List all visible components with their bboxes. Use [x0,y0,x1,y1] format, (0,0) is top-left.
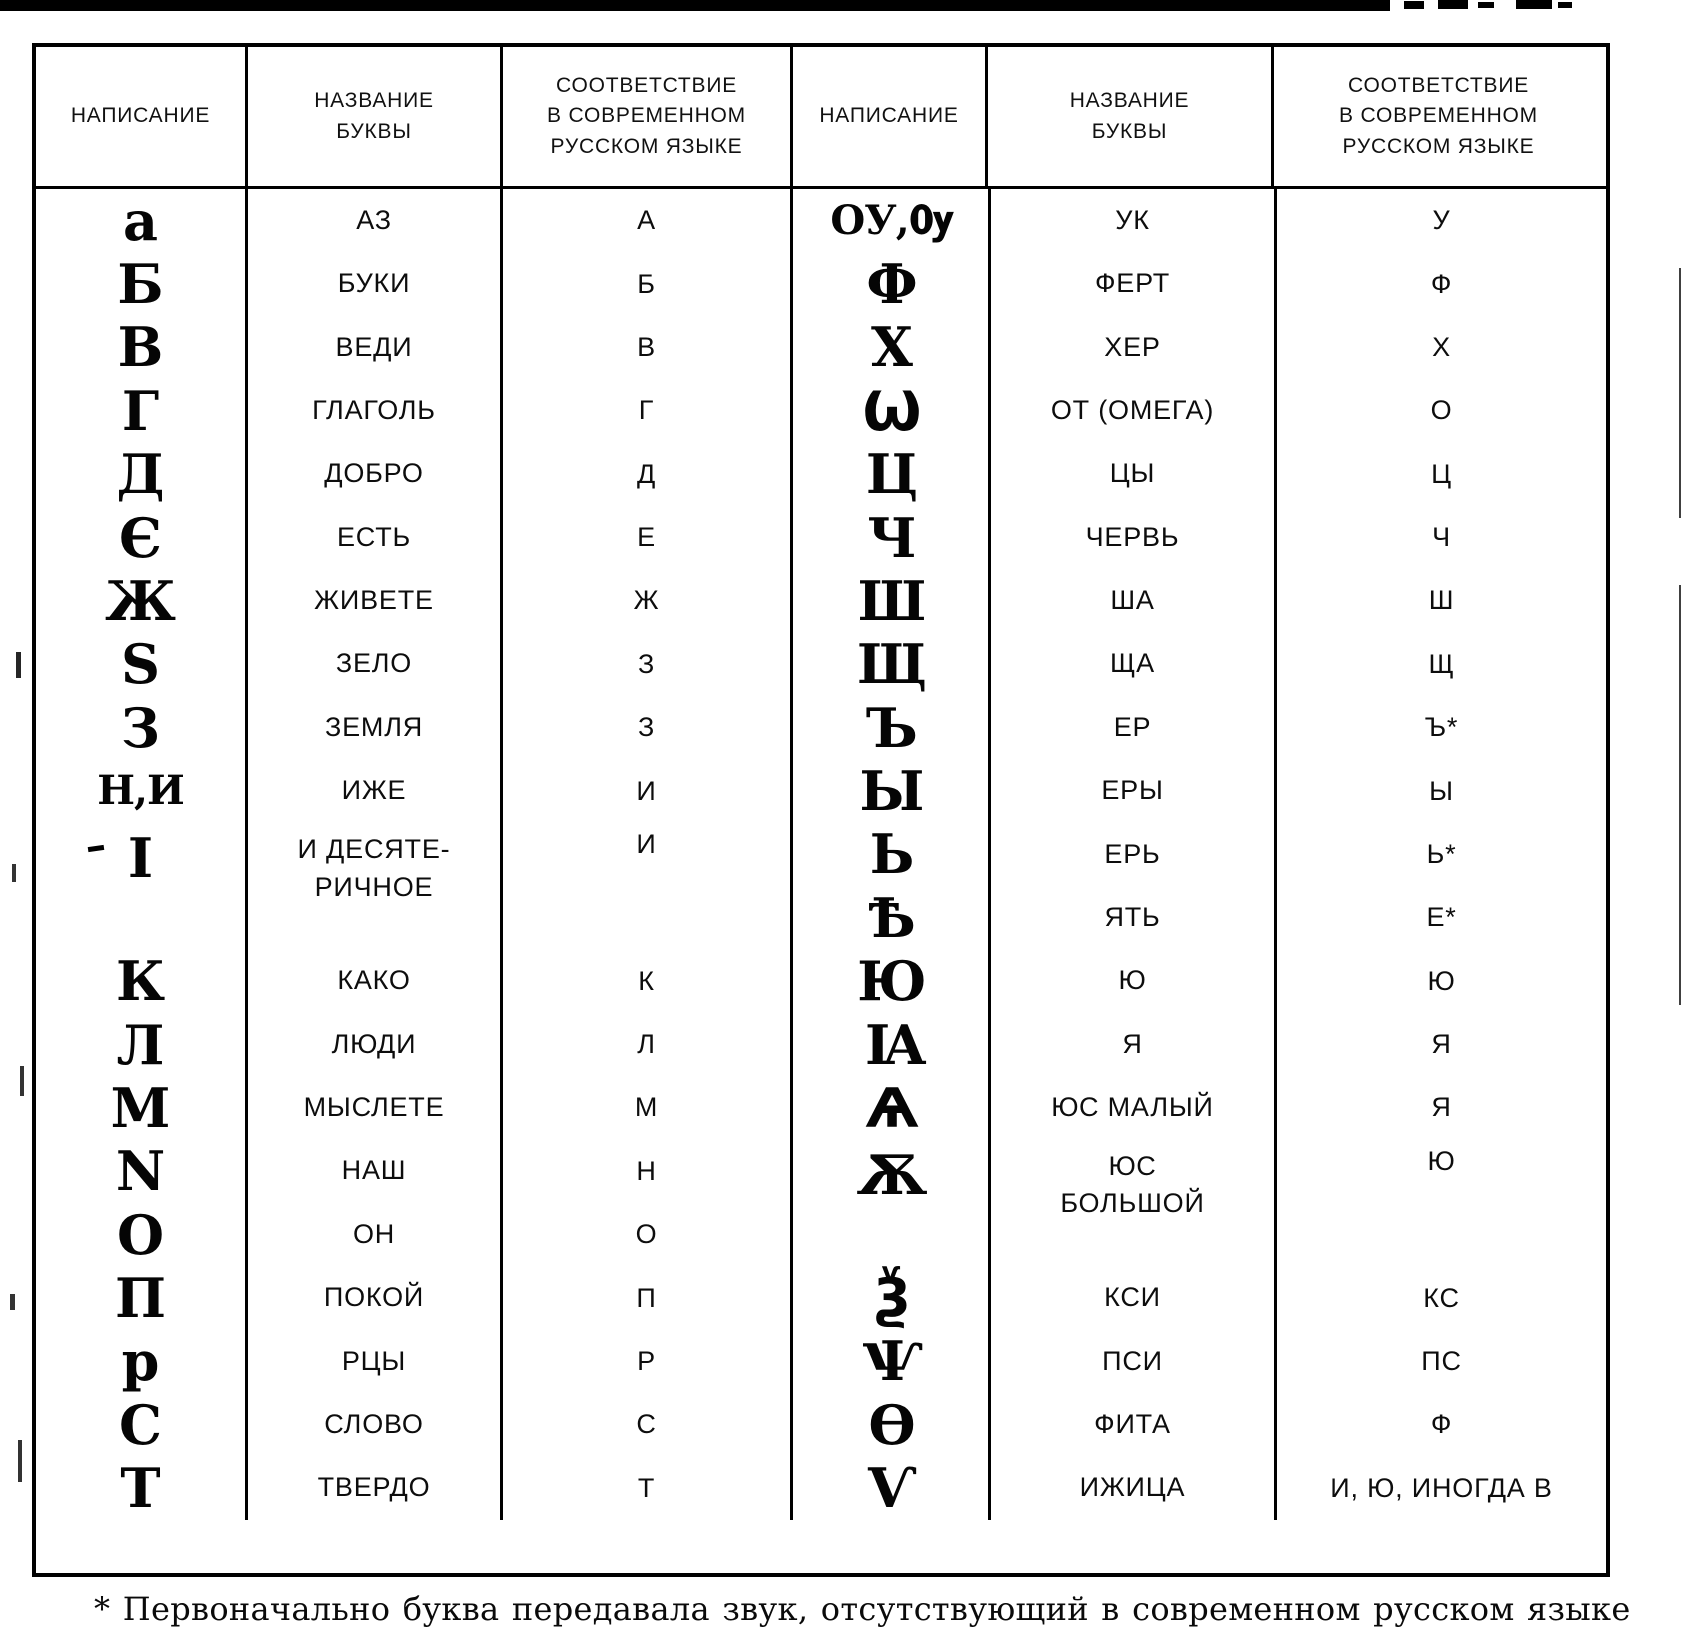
header-line: СООТВЕТСТВИЕ [1347,73,1530,97]
modern-equivalent-text: М [634,1092,659,1123]
glyph-cell: Щ [796,633,991,696]
letter-name-cell [991,1266,1277,1329]
modern-equivalent-text: О [635,1219,658,1250]
glyph-cell: р [36,1330,248,1393]
letter-name-text: БУКИ [337,268,411,299]
letter-name-text: ЕРЬ [1104,838,1161,869]
modern-equivalent-text: Ъ* [1424,712,1459,743]
modern-equivalent-text: Д [636,458,657,489]
glyph-cell: Т [36,1457,248,1520]
letter-name-text: МЫСЛЕТЕ [303,1092,445,1123]
table-row [36,696,796,759]
letter-name-text: КАКО [337,965,411,996]
glyph-cell: Ѫ [796,1140,991,1267]
table-row [36,1457,796,1520]
modern-equivalent-cell [1277,1393,1606,1456]
modern-equivalent-text: Ы [1429,775,1454,806]
modern-equivalent-text: Л [637,1029,656,1060]
letter-name-text: ЖИВЕТЕ [314,585,434,616]
modern-equivalent-text: З [637,712,656,743]
glyph-cell: N [36,1140,248,1203]
table-row [796,1076,1606,1139]
modern-equivalent-text: КС [1423,1282,1460,1313]
header-line: В СОВРЕМЕННОМ [1339,104,1538,128]
glyph-cell: Ѯ [796,1266,991,1329]
table-row [36,1203,796,1266]
modern-equivalent-text: Ф [1430,268,1453,299]
header-cell-1 [36,47,248,186]
glyph-cell: Ѵ [796,1457,991,1520]
table-row [796,1140,1606,1267]
scan-artifact-speck [10,1294,15,1310]
letter-name-text: РЦЫ [341,1345,407,1376]
letter-name-text: ФИТА [1094,1408,1171,1439]
glyph-cell: Д [36,443,248,506]
glyph-cell: Ѱ [796,1330,991,1393]
table-row [796,1013,1606,1076]
table-row [796,316,1606,379]
table-row [36,1013,796,1076]
letter-name-cell [991,1330,1277,1393]
modern-equivalent-text: О [1430,395,1453,426]
header-cell-3 [503,47,793,186]
letter-name-cell [991,569,1277,632]
glyph-cell: Ш [796,569,991,632]
modern-equivalent-cell [1277,252,1606,315]
glyph-cell: І [36,823,248,950]
letter-name-cell [248,1013,503,1076]
table-row [796,1330,1606,1393]
modern-equivalent-text: Е* [1426,902,1457,933]
modern-equivalent-text: И [636,775,657,806]
modern-equivalent-cell [1277,569,1606,632]
glyph-cell: Б [36,252,248,315]
modern-equivalent-cell [1277,379,1606,442]
header-line: НАЗВАНИЕ [314,89,434,113]
modern-equivalent-cell [503,633,793,696]
letter-name-cell [991,759,1277,822]
letter-name-cell [248,316,503,379]
scan-artifact-speck [16,652,21,678]
table-row [796,379,1606,442]
modern-equivalent-text: Р [637,1345,656,1376]
letter-name-text: ЕСТЬ [336,521,412,552]
glyph-cell: Ѡ [796,379,991,442]
letter-name-text: АЗ [356,204,392,235]
letter-name-text: ИЖЕ [341,775,407,806]
letter-name-text: ЛЮДИ [331,1028,417,1059]
letter-name-cell [248,1393,503,1456]
modern-equivalent-text: И, Ю, ИНОГДА В [1330,1472,1553,1503]
modern-equivalent-text: Н [636,1155,657,1186]
glyph-cell: Ы [796,759,991,822]
glyph-cell: Ю [796,950,991,1013]
modern-equivalent-text: Ч [1432,522,1451,553]
modern-equivalent-text: К [638,965,655,996]
table-row [36,569,796,632]
glyph-cell: С [36,1393,248,1456]
modern-equivalent-cell [503,1393,793,1456]
letter-name-text: ДОБРО [324,458,424,489]
scan-artifact-speck [12,864,16,882]
header-line: БУКВЫ [1091,119,1168,143]
modern-equivalent-cell [503,759,793,822]
letter-name-text: СЛОВО [324,1408,424,1439]
header-line: РУССКОМ ЯЗЫКЕ [550,134,743,158]
table-row [796,569,1606,632]
letter-name-text: ША [1110,585,1155,616]
glyph-cell: О [36,1203,248,1266]
modern-equivalent-cell [1277,189,1606,252]
letter-name-text: ЕРЫ [1101,775,1164,806]
glyph-cell: Є [36,506,248,569]
glyph-cell: К [36,950,248,1013]
modern-equivalent-cell [1277,1266,1606,1329]
modern-equivalent-text: Б [637,268,656,299]
modern-equivalent-text: Ц [1431,458,1452,489]
glyph-cell: З [36,696,248,759]
modern-equivalent-cell [503,1140,793,1203]
glyph-cell: Н,И [36,759,248,822]
letter-name-cell [991,252,1277,315]
modern-equivalent-text: Ь* [1426,838,1457,869]
modern-equivalent-text: С [636,1409,657,1440]
modern-equivalent-text: И [636,828,657,859]
table-row [796,759,1606,822]
table-row [36,379,796,442]
letter-name-cell [248,189,503,252]
modern-equivalent-text: Ж [633,585,660,616]
letter-name-text: ЦЫ [1109,458,1156,489]
modern-equivalent-text: У [1432,205,1451,236]
modern-equivalent-cell [503,1203,793,1266]
modern-equivalent-text: Х [1432,331,1451,362]
modern-equivalent-cell [1277,1140,1606,1267]
modern-equivalent-cell [1277,886,1606,949]
table-row [796,1457,1606,1520]
modern-equivalent-cell [503,1330,793,1393]
table-row [796,506,1606,569]
letter-name-text: ПОКОЙ [323,1282,425,1313]
letter-name-cell [248,506,503,569]
letter-name-text: НАШ [341,1155,407,1186]
letter-name-text: ЮС МАЛЫЙ [1051,1092,1214,1123]
table-row [796,886,1606,949]
table-row [796,823,1606,886]
letter-name-text: ЗЕМЛЯ [324,711,424,742]
letter-name-text: ОН [352,1218,396,1249]
letter-name-text: ПСИ [1102,1345,1163,1376]
letter-name-cell [248,950,503,1013]
letter-name-cell [248,1457,503,1520]
letter-name-text: УК [1115,204,1150,235]
modern-equivalent-text: Е [637,522,656,553]
modern-equivalent-cell [1277,1457,1606,1520]
modern-equivalent-cell [503,950,793,1013]
scan-artifact-top-dash [1404,1,1424,9]
table-row [796,696,1606,759]
letter-name-text: ОТ (ОМЕГА) [1050,394,1215,425]
letter-name-cell [248,1266,503,1329]
scan-artifact-top-dash [1558,2,1572,8]
modern-equivalent-cell [1277,950,1606,1013]
letter-name-text: Я [1122,1028,1143,1059]
table-row [36,823,796,950]
table-row [796,252,1606,315]
modern-equivalent-cell [1277,506,1606,569]
glyph-cell: Ф [796,252,991,315]
letter-name-cell [991,443,1277,506]
modern-equivalent-text: Щ [1428,648,1455,679]
modern-equivalent-text: Я [1431,1029,1452,1060]
letter-name-text: ТВЕРДО [317,1472,431,1503]
table-row [36,633,796,696]
letter-name-text: Ю [1118,965,1147,996]
table-row [796,443,1606,506]
glyph-cell: ОУ,Ѹ [796,189,991,252]
letter-name-cell [991,189,1277,252]
table-row [796,950,1606,1013]
letter-name-text: ВЕДИ [335,331,413,362]
table-row [36,759,796,822]
glyph-cell: П [36,1266,248,1329]
header-line: НАПИСАНИЕ [819,104,959,128]
letter-name-cell [991,696,1277,759]
table-row [36,506,796,569]
letter-name-cell [248,1140,503,1203]
scan-artifact-top-dash [1478,2,1494,8]
modern-equivalent-cell [503,1076,793,1139]
modern-equivalent-text: Я [1431,1092,1452,1123]
letter-name-cell [991,1393,1277,1456]
glyph-cell: В [36,316,248,379]
letter-name-cell [248,252,503,315]
glyph-cell: Ч [796,506,991,569]
table-row [796,1393,1606,1456]
modern-equivalent-text: В [637,331,656,362]
footnote: * Первоначально буква передавала звук, отсутствующий в современном русском языке [94,1590,1631,1628]
letter-name-cell [991,633,1277,696]
header-line: В СОВРЕМЕННОМ [547,104,746,128]
modern-equivalent-cell [503,1457,793,1520]
letter-name-cell [248,823,503,950]
letter-name-cell [991,1013,1277,1076]
glyph-cell: Г [36,379,248,442]
modern-equivalent-cell [1277,633,1606,696]
modern-equivalent-text: А [637,205,656,236]
table-row [796,1266,1606,1329]
scan-artifact-right-line [1679,268,1681,518]
glyph-cell: а [36,189,248,252]
table-right-half [796,189,1606,1574]
letter-name-text: ЮС БОЛЬШОЙ [1060,1150,1205,1219]
glyph-cell: Ѕ [36,633,248,696]
header-line: СООТВЕТСТВИЕ [555,73,738,97]
table-row [36,1076,796,1139]
modern-equivalent-cell [503,823,793,950]
table-row [36,1140,796,1203]
modern-equivalent-cell [503,379,793,442]
header-line: НАПИСАНИЕ [70,104,211,128]
scan-artifact-speck [20,1066,24,1096]
scan-artifact-right-line [1679,585,1681,1005]
header-line: БУКВЫ [336,119,412,143]
modern-equivalent-cell [503,316,793,379]
header-cell-4 [793,47,988,186]
letter-name-text: ЯТЬ [1104,901,1161,932]
letter-name-cell [991,1076,1277,1139]
modern-equivalent-text: Ф [1430,1409,1453,1440]
modern-equivalent-cell [1277,823,1606,886]
letter-name-cell [991,823,1277,886]
table-row [36,443,796,506]
modern-equivalent-cell [1277,696,1606,759]
modern-equivalent-text: ПС [1421,1345,1462,1376]
header-cell-6 [1274,47,1603,186]
modern-equivalent-text: Ю [1427,965,1456,996]
letter-name-text: ХЕР [1104,331,1161,362]
modern-equivalent-cell [1277,1076,1606,1139]
glyph-cell: Ь [796,823,991,886]
letter-name-text: ФЕРТ [1094,268,1171,299]
letter-name-cell [248,1330,503,1393]
letter-name-text: КСИ [1104,1282,1161,1313]
modern-equivalent-cell [503,569,793,632]
glyph-cell: Ц [796,443,991,506]
modern-equivalent-text: З [637,648,656,679]
table-row [796,633,1606,696]
table-row [36,189,796,252]
letter-name-cell [248,1203,503,1266]
modern-equivalent-cell [1277,1330,1606,1393]
letter-name-text: ЩА [1110,648,1155,679]
letter-name-text: ИЖИЦА [1079,1472,1186,1503]
scan-artifact-top-dash [1438,0,1468,9]
scan-artifact-top-bar [0,0,1390,11]
glyph-cell: Ж [36,569,248,632]
modern-equivalent-text: П [636,1282,657,1313]
modern-equivalent-cell [1277,443,1606,506]
table-row [36,950,796,1013]
letter-name-cell [991,1140,1277,1267]
letter-name-cell [248,443,503,506]
table-row [36,1393,796,1456]
header-cell-2 [248,47,503,186]
letter-name-cell [248,696,503,759]
glyph-cell: Х [796,316,991,379]
table-row [36,316,796,379]
modern-equivalent-cell [503,1013,793,1076]
letter-name-text: ГЛАГОЛЬ [312,394,436,425]
table-left-half [36,189,796,1574]
modern-equivalent-cell [1277,316,1606,379]
modern-equivalent-text: Ш [1428,585,1455,616]
glyph-cell: Ѣ [796,886,991,949]
letter-name-text: ЕР [1113,711,1152,742]
table-header-row [36,47,1606,189]
letter-name-cell [991,506,1277,569]
letter-name-cell [991,316,1277,379]
letter-name-cell [248,633,503,696]
table-row [36,1266,796,1329]
modern-equivalent-cell [1277,759,1606,822]
table-body [36,189,1606,1574]
header-line: РУССКОМ ЯЗЫКЕ [1342,134,1535,158]
header-cell-5 [988,47,1274,186]
glyph-cell: ІА [796,1013,991,1076]
glyph-cell: Ѧ [796,1076,991,1139]
modern-equivalent-cell [1277,1013,1606,1076]
letter-name-text: ЗЕЛО [335,648,413,679]
scan-artifact-speck [18,1440,22,1482]
letter-name-cell [248,569,503,632]
letter-name-cell [991,1457,1277,1520]
letter-name-text: ЧЕРВЬ [1085,521,1180,552]
modern-equivalent-cell [503,443,793,506]
glyph-cell: Л [36,1013,248,1076]
letter-name-cell [248,379,503,442]
letter-name-cell [248,1076,503,1139]
table-row [796,189,1606,252]
letter-name-cell [991,886,1277,949]
letter-name-cell [248,759,503,822]
glyph-cell: Ъ [796,696,991,759]
modern-equivalent-text: Ю [1427,1145,1456,1176]
modern-equivalent-text: Г [638,395,655,426]
letter-name-text: И ДЕСЯТЕ- РИЧНОЕ [297,833,451,902]
glyph-cell: Ѳ [796,1393,991,1456]
scan-artifact-top-dash [1516,0,1552,9]
modern-equivalent-cell [503,1266,793,1329]
letter-name-cell [991,379,1277,442]
modern-equivalent-cell [503,189,793,252]
alphabet-table [32,43,1610,1577]
glyph-cell: М [36,1076,248,1139]
letter-name-cell [991,950,1277,1013]
modern-equivalent-cell [503,252,793,315]
header-line: НАЗВАНИЕ [1069,89,1190,113]
modern-equivalent-text: Т [637,1472,656,1503]
table-row [36,1330,796,1393]
table-row [36,252,796,315]
modern-equivalent-cell [503,696,793,759]
modern-equivalent-cell [503,506,793,569]
